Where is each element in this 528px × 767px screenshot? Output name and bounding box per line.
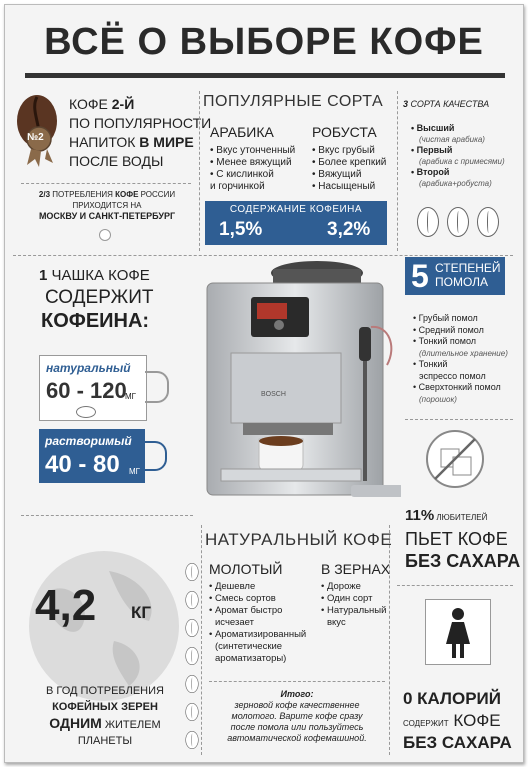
divider <box>199 91 200 251</box>
infographic <box>4 4 524 763</box>
summary-text: Итого: зерновой кофе качественнее молотого. Варите кофе сразу после помола или пользуйтесь автоматической кофемашиной. <box>227 689 367 743</box>
divider <box>21 515 193 516</box>
sugar-line3: БЕЗ САХАРА <box>405 551 521 571</box>
divider <box>397 91 398 251</box>
beans-properties: • Дороже • Один сорт • Натуральный вкус <box>321 581 387 628</box>
bean-icon <box>477 207 499 237</box>
sugar-line1: 11% ЛЮБИТЕЛЕЙ <box>405 507 488 524</box>
instant-label: растворимый <box>45 434 132 448</box>
consumption-value: 4,2 <box>35 581 97 630</box>
cup-line3: КОФЕИНА: <box>41 310 150 332</box>
calories-line1: 0 КАЛОРИЙ <box>403 689 501 708</box>
ground-properties: • Дешевле • Смесь сортов • Аромат быстро исчезает • Ароматизированный (синтетические ароматизаторы) <box>209 581 307 664</box>
no-sugar-icon <box>423 427 487 491</box>
bean-icon <box>185 619 198 637</box>
natural-label: натуральный <box>46 361 131 375</box>
grind-header <box>405 257 505 295</box>
divider <box>397 585 513 586</box>
robusta-properties: • Вкус грубый • Более крепкий • Вяжущий • Насыщеный <box>312 145 387 192</box>
woman-icon <box>425 599 491 665</box>
quality-header: 3 СОРТА КАЧЕСТВА <box>403 99 490 109</box>
bean-icon <box>185 731 198 749</box>
bean-icon <box>185 563 198 581</box>
divider <box>201 525 202 755</box>
bean-icon <box>185 675 198 693</box>
natural-unit: МГ <box>125 392 136 401</box>
arabica-properties: • Вкус утонченный • Менее вяжущий • С кислинкой и горчинкой <box>210 145 296 192</box>
varieties-header: ПОПУЛЯРНЫЕ СОРТА <box>203 93 384 110</box>
divider <box>405 419 513 420</box>
bean-icon <box>185 591 198 609</box>
page-title: ВСЁ О ВЫБОРЕ КОФЕ <box>44 21 484 63</box>
instant-unit: МГ <box>129 467 140 476</box>
bean-icon <box>417 207 439 237</box>
caffeine-label: СОДЕРЖАНИЕ КОФЕИНА <box>229 204 363 215</box>
divider <box>209 681 385 682</box>
small-bean-icon <box>99 229 111 241</box>
russia-share-text: 2/3 ПОТРЕБЛЕНИЯ КОФЕ РОССИИ ПРИХОДИТСЯ НА МОСКВУ И САНКТ-ПЕТЕРБУРГ <box>38 190 176 221</box>
arabica-caffeine: 1,5% <box>219 219 263 240</box>
coffee-machine-illustration <box>201 257 401 517</box>
consumption-unit: КГ <box>131 603 152 622</box>
grind-header-text: СТЕПЕНЕЙ ПОМОЛА <box>435 261 501 289</box>
grind-count: 5 <box>411 258 429 294</box>
robusta-caffeine: 3,2% <box>327 219 371 240</box>
robusta-title: РОБУСТА <box>312 124 377 140</box>
machine-brand: BOSCH <box>261 391 286 398</box>
consumption-text: В ГОД ПОТРЕБЛЕНИЯ КОФЕЙНЫХ ЗЕРЕН ОДНИМ ЖИТЕЛЕМ ПЛАНЕТЫ <box>46 685 164 747</box>
grind-list: • Грубый помол • Средний помол • Тонкий помол (длительное хранение) • Тонкий эспрессо помол • Сверхтонкий помол (порошок) <box>413 313 508 404</box>
natural-value: 60 - 120 <box>46 378 127 403</box>
caffeine-band <box>205 201 387 245</box>
natural-cup <box>39 355 147 421</box>
divider <box>13 255 513 256</box>
beans-title: В ЗЕРНАХ <box>321 561 391 577</box>
instant-value: 40 - 80 <box>45 451 120 478</box>
natural-header: НАТУРАЛЬНЫЙ КОФЕ <box>205 530 393 549</box>
sugar-line2: ПЬЕТ КОФЕ <box>405 529 508 549</box>
arabica-title: АРАБИКА <box>210 124 274 140</box>
title-divider <box>25 73 505 78</box>
bean-icon <box>447 207 469 237</box>
rank-badge-label: №2 <box>27 132 44 143</box>
calories-line2: СОДЕРЖИТ КОФЕ <box>403 711 501 730</box>
coffee-bean-badge-icon <box>13 91 61 171</box>
rank-text: КОФЕ 2-Й ПО ПОПУЛЯРНОСТИ НАПИТОК В МИРЕ ПОСЛЕ ВОДЫ <box>69 96 212 169</box>
bean-icon <box>185 703 198 721</box>
instant-cup <box>39 429 145 483</box>
cup-handle <box>145 441 167 471</box>
bean-icon <box>185 647 198 665</box>
cup-line1: 1 ЧАШКА КОФЕ <box>39 267 150 284</box>
cup-handle <box>145 371 169 403</box>
divider <box>389 525 390 755</box>
bean-icon <box>76 406 96 418</box>
divider <box>21 183 191 184</box>
cup-line2: СОДЕРЖИТ <box>45 287 154 308</box>
ground-title: МОЛОТЫЙ <box>209 561 283 577</box>
calories-line3: БЕЗ САХАРА <box>403 733 512 752</box>
quality-list: • Высший (чистая арабика) • Первый (арабика с примесями) • Второй (арабика+робуста) <box>411 123 505 188</box>
